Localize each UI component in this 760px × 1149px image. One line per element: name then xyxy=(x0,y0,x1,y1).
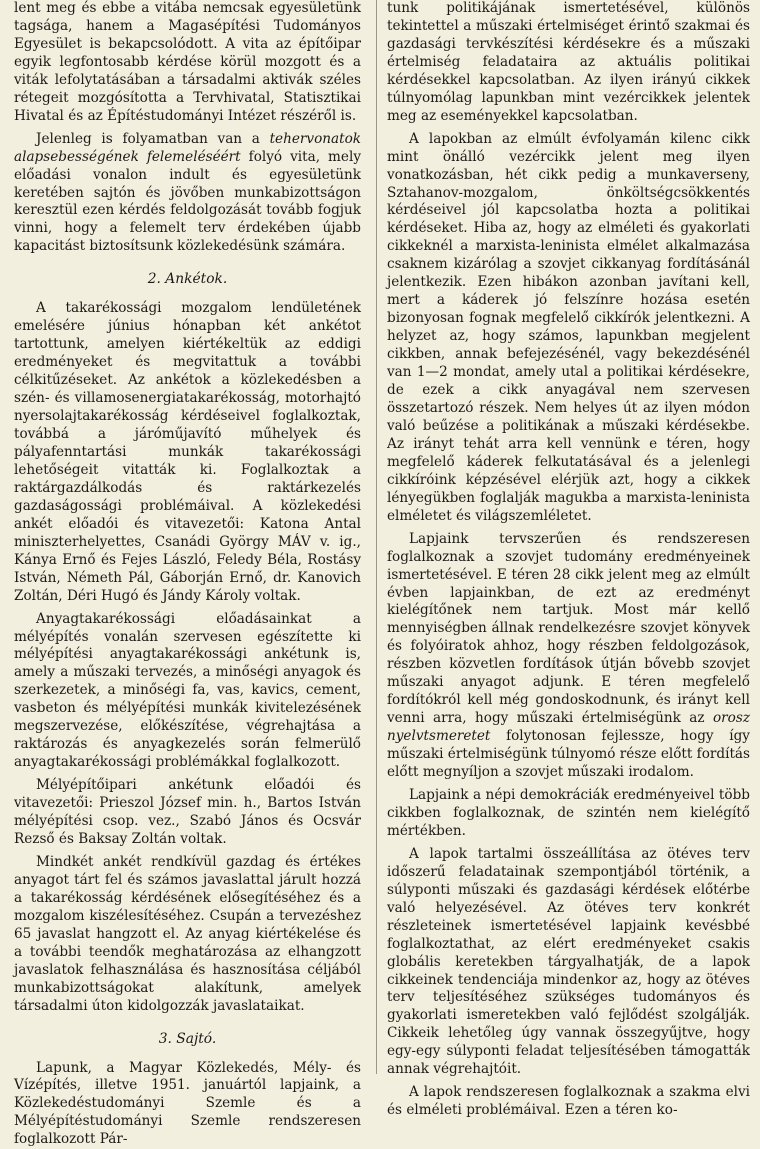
emphasis: tehervonatok alapsebességének felemeléséért xyxy=(14,130,361,165)
paragraph: Mindkét ankét rendkívül gazdag és értékes anyagot tárt fel és számos javaslattal járult hozzá a takarékosság kérdésének elősegítéséhez és a mozgalom kiszélesítéséhez. Csupán a tervezéshez 65 javaslat hangzott el. Az anyag kiértékelése és a további teendők meghatározása az elhangzott javaslatok felhasználása és hasznosítása céljából munkabizottságokat alakítunk, amelyek társadalmi úton kidolgozzák javaslataikat. xyxy=(14,853,361,1014)
text-run: folytonosan fejlessze, hogy így műszaki értelmiségünk túlnyomó része előtt fordítás előtt megnyíljon a szovjet műszaki irodalom. xyxy=(387,728,750,781)
section-heading-ankets: 2. Ankétok. xyxy=(147,271,228,288)
paragraph-freight-speed xyxy=(14,131,361,257)
text-run: Jelenleg is folyamatban van a xyxy=(36,130,270,147)
text-run: folyó vita, mely előadási vonalon indult és egyesületünk keretében sajtón és jövőben munkabizottságon keresztül ezen kérdés feldolgozását tovább fogjuk vinni, hogy a felemelt terv érdekében újabb kapacitást biztosítsunk közlekedésünk számára. xyxy=(14,148,361,255)
left-column xyxy=(14,0,361,1149)
section-heading-press: 3. Sajtó. xyxy=(158,1030,217,1047)
paragraph: A takarékossági mozgalom lendületének emelésére június hónapban két ankétot tartottunk, amelyen kiértékeltük az eddigi eredményeket és megvitattuk a további célkitűzéseket. Az ankétok a közlekedésben a szén- és villamosenergiatakarékosság, motorhajtó nyersolajtakarékosság kérdéseivel foglalkoztak, továbbá a járóműjavító műhelyek és pályafenntartási munkák takarékossági lehetőségeit vitatták ki. Foglalkoztak a raktárgazdálkodás és raktárkezelés gazdaságossági problémáival. A közlekedési ankét előadói és vitavezetői: Katona Antal miniszterhelyettes, Csanádi György MÁV v. ig., Kánya Ernő és Fejes László, Feledy Béla, Rostásy István, Németh Pál, Gáborján Ernő, dr. Kanovich Zoltán, Déri Hugó és Jándy Károly voltak. xyxy=(14,300,361,604)
paragraph: Mélyépítőipari ankétunk előadói és vitavezetői: Prieszol József min. h., Bartos István mélyépítési csop. vez., Szabó János és Ocsvár Rezső és Baksay Zoltán voltak. xyxy=(14,777,361,847)
paragraph-soviet-science xyxy=(387,531,750,782)
paragraph: Lapjaink a népi demokráciák eredményeivel több cikkben foglalkoznak, de szintén nem kielégítő mértékben. xyxy=(387,786,750,839)
emphasis: orosz nyelvtsmeretet xyxy=(387,710,750,745)
paragraph: lent meg és ebbe a vitába nemcsak egyesületünk tagsága, hanem a Magasépítési Tudományos Egyesület is bekapcsolódott. A vita az építőipar egyik legfontosabb kérdése körül mozgott és a viták lefolytatásában a társadalmi aktivák széles rétegeit mozgósította a Tervhivatal, Statisztikai Hivatal és az Építéstudományi Intézet részéről is. xyxy=(14,0,361,124)
text-run: Lapjaink tervszerűen és rendszeresen foglalkoznak a szovjet tudomány eredményeinek ismertetésével. E téren 28 cikk jelent meg az elmúlt évben lapjainkban, de ezt az eredményt kielégítőnek nem tartjuk. Most már kellő mennyiségben állnak rendelkezésre szovjet könyvek és folyóiratok ahhoz, hogy részben feldolgozások, részben közvetlen fordítások útján bővebb szovjet műszaki anyagot adjunk. E téren megfelelő fordítókról kell még gondoskodnunk, és irányt kell venni arra, hogy műszaki értelmiségünk az xyxy=(387,530,750,727)
right-column xyxy=(387,0,750,1120)
paragraph: A lapok tartalmi összeállítása az ötéves terv időszerű feladatainak szempontjából történik, a súlyponti műszaki és gazdasági kérdések előtérbe való helyezésével. Az ötéves terv konkrét részleteinek ismertetésével lapjaink kevésbbé foglalkoztathat, az elért eredményeket csakis globális keretekben tárgyalhatják, de a lapok cikkeinek tendenciája mindenkor az, hogy az ötéves terv teljesítéséhez szükséges tudományos és gyakorlati ismeretekben való fejlődést szolgálják. Cikkeik lehetőleg úgy vannak összegyűjtve, hogy egy-egy súlyponti feladat teljesítésében támogatták annak végrehajtóit. xyxy=(387,845,750,1078)
paragraph: Anyagtakarékossági előadásainkat a mélyépítés vonalán szervesen egészítette ki mélyépítési anyagtakarékossági ankétunk is, amely a műszaki tervezés, a minőségi anyagok és szerkezetek, a minőségi fa, vas, kavics, cement, vasbeton és mélyépítési munkák kivitelezésének megszervezése, előkészítése, végrehajtása a raktározás és anyagkezelés során felmerülő anyagtakarékossági problémákkal foglalkozott. xyxy=(14,610,361,771)
paragraph: A lapok rendszeresen foglalkoznak a szakma elvi és elméleti problémáival. Ezen a téren ko- xyxy=(387,1084,750,1119)
paragraph: A lapokban az elmúlt évfolyamán kilenc cikk mint önálló vezércikk jelent meg ilyen vonatkozásban, hét cikk pedig a munkaverseny, Sztahanov-mozgalom, önköltségcsökkentés kérdéseivel jól kapcsolatba hozta a politikai kérdéseket. Hiba az, hogy az elméleti és gyakorlati cikkeknél a marxista-leninista elmélet alkalmazása csaknem kizárólag a szovjet cikkanyag fordításánál jelentkezik. Ezen hibákon azonban javítani kell, mert a káderek jó felszínre hozása esetén bizonyosan fognak megfelelő cikkírók jelentkezni. A helyzet az, hogy számos, lapunkban megjelent cikkben, annak befejezésénél, vagy bekezdésénél van 1—2 mondat, amely utal a politikai kérdésekre, de ezek a cikk anyagával nem szervesen összetartozó részek. Nem helyes út az ilyen módon való beűzése a politikának a műszaki kérdésekbe. Az irányt tehát arra kell vennünk e téren, hogy megfelelő káderek felkutatásával és a jelenlegi cikkíróink képzésével elérjük azt, hogy a cikkek lényegükben foglalják magukba a marxista-leninista elméletet és világszemléletet. xyxy=(387,130,750,524)
paragraph: Lapunk, a Magyar Közlekedés, Mély- és Vízépítés, illetve 1951. januártól lapjaink, a Közlekedéstudományi Szemle és a Mélyépítéstudományi Szemle rendszeresen foglalkozott Pár- xyxy=(14,1059,361,1148)
column-divider xyxy=(376,0,377,1074)
paragraph: tunk politikájának ismertetésével, különös tekintettel a műszaki értelmiséget érintő szakmai és gazdasági tervkészítési kérdésekre és a műszaki értelmiség feladataira az aktuális politikai kérdésekkel kapcsolatban. Az ilyen irányú cikkek túlnyomólag lapunkban mint vezércikkek jelentek meg az eseményekkel kapcsolatban. xyxy=(387,0,750,124)
